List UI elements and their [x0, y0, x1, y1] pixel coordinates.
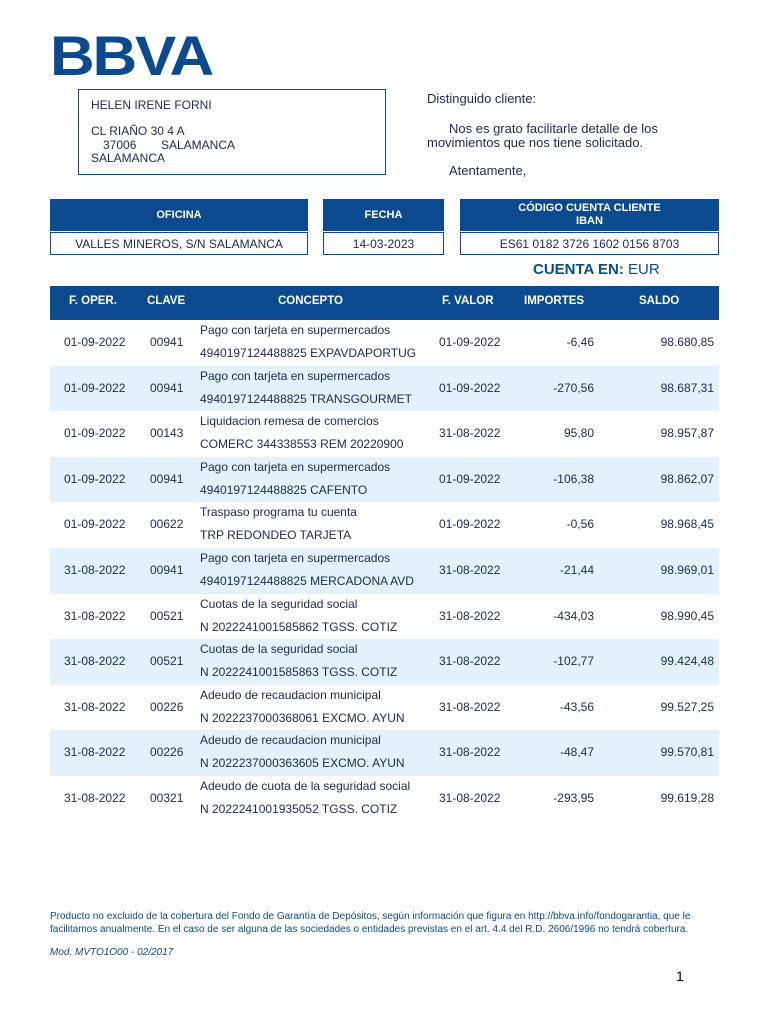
cell-f-oper: 01-09-2022	[64, 426, 126, 441]
cell-f-oper: 31-08-2022	[64, 654, 126, 669]
footer-disclaimer-line2: facilitamos anualmente. En el caso de ser alguna de las sociedades o entidades previstas en el art. 4.4 del R.D. 2606/1996 no tendrá cobertura.	[50, 923, 689, 935]
cell-concepto-line2: TRP REDONDEO TARJETA	[200, 528, 352, 543]
currency-indicator	[533, 261, 660, 278]
cell-importe: -102,77	[553, 654, 594, 669]
cell-saldo: 98.680,85	[660, 335, 714, 349]
cell-importe: -270,56	[553, 380, 594, 395]
cell-importe: -48,47	[559, 745, 594, 760]
table-row	[50, 639, 719, 685]
cell-concepto-line1: Cuotas de la seguridad social	[200, 596, 358, 611]
col-header-f-valor: F. VALOR	[442, 295, 494, 307]
col-header-importes: IMPORTES	[524, 295, 585, 307]
oficina-header	[50, 199, 308, 231]
cell-importe: -43,56	[559, 699, 594, 714]
table-row	[50, 730, 719, 776]
iban-value-cell	[460, 232, 719, 255]
cell-clave: 00622	[150, 517, 184, 532]
cell-f-oper: 31-08-2022	[64, 790, 126, 805]
footer-disclaimer	[50, 911, 722, 936]
cell-f-oper: 31-08-2022	[64, 745, 126, 760]
cell-f-valor: 01-09-2022	[439, 471, 501, 486]
page-number: 1	[676, 968, 684, 984]
cell-importe: -106,38	[553, 471, 594, 486]
cell-clave: 00941	[150, 471, 184, 486]
cell-f-valor: 31-08-2022	[439, 562, 501, 577]
table-row	[50, 685, 719, 731]
bbva-logo	[50, 28, 215, 78]
cell-concepto-line1: Liquidacion remesa de comercios	[200, 414, 379, 429]
cell-concepto-line1: Adeudo de cuota de la seguridad social	[200, 778, 411, 793]
cell-concepto-line2: N 2022237000363605 EXCMO. AYUN	[200, 756, 405, 771]
cell-f-oper: 01-09-2022	[64, 517, 126, 532]
fecha-label: FECHA	[364, 208, 403, 221]
recipient-province: SALAMANCA	[91, 151, 166, 165]
cell-saldo: 98.862,07	[660, 471, 714, 486]
cell-importe: -6,46	[566, 335, 594, 349]
col-header-f-oper: F. OPER.	[69, 295, 117, 307]
currency-value: EUR	[628, 261, 660, 278]
cell-concepto-line2: 4940197124488825 TRANSGOURMET	[200, 391, 412, 406]
cell-clave: 00941	[150, 380, 184, 395]
fecha-value: 14-03-2023	[352, 236, 415, 251]
cell-concepto-line1: Pago con tarjeta en supermercados	[200, 459, 391, 474]
cell-f-valor: 31-08-2022	[439, 790, 501, 805]
cell-concepto-line2: COMERC 344338553 REM 20220900	[200, 437, 404, 452]
cell-importe: -293,95	[553, 790, 594, 805]
cell-f-valor: 01-09-2022	[439, 380, 501, 395]
currency-label: CUENTA EN:	[533, 261, 624, 278]
cell-clave: 00521	[150, 608, 184, 623]
cell-clave: 00226	[150, 745, 184, 760]
bbva-logo-mark	[50, 28, 215, 78]
cell-f-oper: 31-08-2022	[64, 699, 126, 714]
cell-f-valor: 01-09-2022	[439, 335, 501, 349]
model-code: Mod. MVTO1O00 - 02/2017	[50, 947, 174, 958]
cell-f-oper: 01-09-2022	[64, 335, 126, 349]
cell-f-oper: 31-08-2022	[64, 608, 126, 623]
cell-concepto-line2: N 2022241001585862 TGSS. COTIZ	[200, 619, 398, 634]
cell-saldo: 99.619,28	[660, 790, 714, 805]
cell-f-valor: 31-08-2022	[439, 426, 501, 441]
table-row	[50, 502, 719, 548]
cell-concepto-line2: 4940197124488825 EXPAVDAPORTUG	[200, 346, 417, 360]
recipient-name: HELEN IRENE FORNI	[91, 98, 212, 112]
cell-saldo: 98.990,45	[660, 608, 714, 623]
cell-clave: 00941	[150, 562, 184, 577]
cell-f-oper: 01-09-2022	[64, 471, 126, 486]
codigo-cuenta-header	[460, 199, 719, 231]
cell-saldo: 99.570,81	[660, 745, 714, 760]
table-row	[50, 594, 719, 640]
cell-clave: 00226	[150, 699, 184, 714]
greeting-closing: Atentamente,	[449, 163, 527, 178]
cell-concepto-line2: N 2022237000368061 EXCMO. AYUN	[200, 710, 405, 725]
cell-concepto-line2: 4940197124488825 CAFENTO	[200, 482, 368, 497]
cell-saldo: 99.527,25	[660, 699, 714, 714]
cell-f-valor: 31-08-2022	[439, 699, 501, 714]
recipient-city: SALAMANCA	[161, 138, 236, 152]
svg-text:BBVA: BBVA	[50, 28, 213, 78]
footer-disclaimer-line1: Producto no excluido de la cobertura del Fondo de Garantía de Depósitos, según información que figura en http://bbva.info/fondogarantia, que le	[50, 911, 691, 922]
oficina-value: VALLES MINEROS, S/N SALAMANCA	[75, 236, 283, 251]
cell-concepto-line1: Traspaso programa tu cuenta	[200, 505, 357, 520]
cell-clave: 00941	[150, 335, 184, 349]
cell-concepto-line1: Pago con tarjeta en supermercados	[200, 368, 391, 383]
cell-saldo: 98.687,31	[660, 380, 714, 395]
table-row	[50, 320, 719, 366]
cell-concepto-line2: 4940197124488825 MERCADONA AVD	[200, 573, 414, 588]
cell-importe: -434,03	[553, 608, 594, 623]
col-header-saldo: SALDO	[639, 295, 680, 307]
table-row	[50, 776, 719, 822]
cell-concepto-line1: Cuotas de la seguridad social	[200, 642, 358, 657]
cell-clave: 00521	[150, 654, 184, 669]
cell-f-valor: 01-09-2022	[439, 517, 501, 532]
cell-concepto-line1: Adeudo de recaudacion municipal	[200, 687, 381, 702]
cell-concepto-line1: Adeudo de recaudacion municipal	[200, 733, 381, 748]
table-row	[50, 411, 719, 457]
cell-importe: 95,80	[563, 426, 594, 441]
greeting-body-line1: Nos es grato facilitarle detalle de los	[449, 121, 658, 136]
col-header-clave: CLAVE	[147, 295, 186, 307]
cell-concepto-line2: N 2022241001585863 TGSS. COTIZ	[200, 665, 398, 680]
cell-clave: 00143	[150, 426, 184, 441]
cell-concepto-line2: N 2022241001935052 TGSS. COTIZ	[200, 801, 398, 816]
cell-f-oper: 31-08-2022	[64, 562, 126, 577]
iban-value: ES61 0182 3726 1602 0156 8703	[499, 236, 680, 251]
cell-saldo: 98.969,01	[660, 562, 714, 577]
oficina-label: OFICINA	[156, 208, 202, 221]
cell-saldo: 98.957,87	[660, 426, 714, 441]
recipient-street: CL RIAÑO 30 4 A	[91, 124, 185, 138]
cell-importe: -0,56	[566, 517, 594, 532]
cell-f-valor: 31-08-2022	[439, 654, 501, 669]
oficina-value-cell	[50, 232, 308, 255]
cell-concepto-line1: Pago con tarjeta en supermercados	[200, 550, 391, 565]
movements-table-header	[50, 286, 719, 320]
cell-clave: 00321	[150, 790, 184, 805]
recipient-postal-code: 37006	[103, 138, 137, 152]
table-row	[50, 457, 719, 503]
cell-saldo: 98.968,45	[660, 517, 714, 532]
col-header-concepto: CONCEPTO	[278, 295, 343, 307]
cell-f-valor: 31-08-2022	[439, 745, 501, 760]
cell-f-oper: 01-09-2022	[64, 380, 126, 395]
cell-importe: -21,44	[559, 562, 594, 577]
cell-saldo: 99.424,48	[660, 654, 714, 669]
table-row	[50, 366, 719, 412]
fecha-header	[323, 199, 444, 231]
cell-f-valor: 31-08-2022	[439, 608, 501, 623]
movements-table-body	[50, 320, 719, 822]
recipient-address-box	[78, 89, 386, 175]
codigo-cuenta-label: CÓDIGO CUENTA CLIENTE	[518, 202, 661, 214]
greeting-body-line2: movimientos que nos tiene solicitado.	[427, 135, 644, 150]
fecha-value-cell	[323, 232, 444, 255]
table-row	[50, 548, 719, 594]
iban-label: IBAN	[576, 215, 603, 227]
greeting-salutation: Distinguido cliente:	[427, 91, 537, 106]
cell-concepto-line1: Pago con tarjeta en supermercados	[200, 323, 391, 337]
